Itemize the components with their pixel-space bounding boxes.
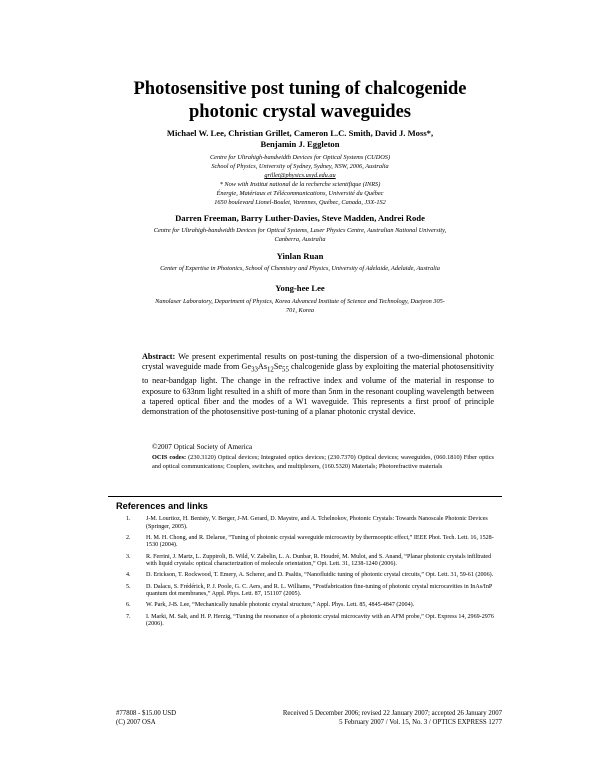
- reference-item: [116, 584, 502, 599]
- affiliation-3: [40, 264, 560, 273]
- authors-line-1: Michael W. Lee, Christian Grillet, Cameron L.C. Smith, David J. Moss*,: [166, 128, 434, 138]
- subscript: 55: [282, 366, 289, 374]
- reference-number: 1.: [126, 516, 131, 522]
- reference-text: W. Park, J-B. Lee, “Mechanically tunable photonic crystal structure,” Appl. Phys. Lett. 85, 4845-4847 (2004).: [146, 602, 415, 609]
- affiliation-2-line: Centre for Ultrahigh-bandwidth Devices for Optical Systems, Laser Physics Centre, Australian National University,: [153, 227, 447, 234]
- ocis-text: (230.3120) Optical devices; Integrated optics devices; (230.7370) Optical devices; waveguides, (060.1810) Fiber optics and optical communications; Couplers, switches, and multiplexers, (160.5320) Materials; Photorefractive materials: [152, 454, 495, 470]
- section-divider: [108, 496, 502, 497]
- footer-copyright: (C) 2007 OSA: [116, 719, 156, 726]
- reference-item: [116, 554, 502, 569]
- affiliation-1-line: Énergie, Matériaux et Télécommunications, Université du Québec: [216, 190, 384, 197]
- ocis-label: OCIS codes:: [152, 454, 187, 461]
- reference-number: 4.: [126, 572, 131, 579]
- author-list-4: Yong-hee Lee: [275, 283, 325, 293]
- affiliation-3-line: Center of Expertise in Photonics, School of Chemistry and Physics, University of Adelaide, Adelaide, Australia: [160, 265, 440, 272]
- affiliation-2: [40, 226, 560, 244]
- title-line-2: photonic crystal waveguides: [189, 102, 411, 122]
- references-heading: References and links: [116, 501, 208, 511]
- author-list-2: Darren Freeman, Barry Luther-Davies, Steve Madden, Andrei Rode: [175, 213, 425, 223]
- reference-text: H. M. H. Chong, and R. Delarue, “Tuning of photonic crystal waveguide microcavity by thermooptic effect,” IEEE Phot. Tech. Lett. 16, 1528-1530 (2004).: [146, 534, 494, 549]
- reference-number: 3.: [126, 553, 131, 560]
- reference-text: J-M. Lourtioz, H. Benisty, V. Berger, J-M. Gerard, D. Maystre, and A. Tchelnokov, Photonic Crystals: Towards Nanoscale Photonic Devices (Springer, 2005).: [146, 516, 488, 530]
- abstract-text: As: [257, 362, 268, 372]
- authors-line-2: Benjamin J. Eggleton: [260, 139, 340, 149]
- affiliation-1-line: Centre for Ultrahigh-bandwidth Devices for Optical Systems (CUDOS): [209, 154, 391, 161]
- footer-journal-info: 5 February 2007 / Vol. 15, No. 3 / OPTICS EXPRESS 1277: [339, 719, 502, 726]
- abstract-text: Se: [273, 362, 283, 372]
- reference-list: [116, 516, 502, 632]
- reference-item: [116, 516, 502, 531]
- copyright-line: ©2007 Optical Society of America: [152, 443, 253, 451]
- reference-text: R. Ferrini, J. Martz, L. Zuppiroli, B. Wild, V. Zabelin, L. A. Dunbar, R. Houdré, M. Mulot, and S. Anand, “Planar photonic crystals infiltrated with liquid crystals: optical characterization of molecule orientation,” Opt. Lett. 31, 1238-1240 (2006).: [146, 553, 492, 568]
- email-link[interactable]: grillet@physics.usyd.edu.au: [264, 172, 336, 179]
- affiliation-1-line: * Now with Institut national de la recherche scientifique (INRS): [219, 181, 381, 188]
- affiliation-4: [40, 297, 560, 315]
- title-line-1: Photosensitive post tuning of chalcogenide: [133, 79, 467, 99]
- abstract-text: We present experimental results on post-tuning the dispersion of a two-dimensional photonic crystal waveguide made from Ge: [142, 352, 494, 372]
- subscript: 12: [267, 366, 274, 374]
- reference-text: I. Marki, M. Salt, and H. P. Herzig, “Tuning the resonance of a photonic crystal microcavity with an AFM probe,” Opt. Express 14, 2969-2976 (2006).: [146, 613, 494, 628]
- author-list-1: [60, 128, 540, 150]
- reference-number: 5.: [126, 583, 131, 590]
- abstract-text: chalcogenide glass by exploiting the material photosensitivity to near-bandgap light. The change in the refractive index and volume of the material in response to exposure to 633nm light resulted in a shift of more than 5nm in the resonant coupling wavelength between a tapered optical fiber and the modes of a W1 waveguide. This represents a first proof of principle demonstration of the photosensitive post-tuning of a planar photonic crystal device.: [142, 362, 494, 417]
- reference-text: D. Erickson, T. Rockwood, T. Emery, A. Scherer, and D. Psaltis, “Nanofluidic tuning of photonic crystal circuits,” Opt. Lett. 31, 59-61 (2006).: [146, 572, 494, 579]
- reference-item: [116, 602, 502, 610]
- reference-text: D. Dalacu, S. Frédérick, P. J. Poole, G. C. Aers, and R. L. Williams, “Postfabrication fine-tuning of photonic crystal microcavities in InAs/InP quantum dot membranes,” Appl. Phys. Lett. 87, 151107 (2005).: [146, 583, 493, 598]
- author-list-3: Yinlan Ruan: [276, 251, 324, 261]
- affiliation-1: [40, 153, 560, 207]
- affiliation-1-line: School of Physics, University of Sydney, Sydney, NSW, 2006, Australia: [211, 163, 389, 170]
- footer-received-dates: Received 5 December 2006; revised 22 January 2007; accepted 26 January 2007: [282, 710, 502, 717]
- reference-item: [116, 614, 502, 629]
- reference-number: 6.: [126, 602, 131, 609]
- paper-title: [60, 78, 540, 124]
- reference-item: [116, 572, 502, 580]
- footer-price: #77808 - $15.00 USD: [116, 710, 177, 717]
- affiliation-1-line: 1650 boulevard Lionel-Boulet, Varennes, Québec, Canada, J3X-1S2: [214, 199, 386, 206]
- abstract-label: Abstract:: [142, 352, 176, 361]
- reference-number: 7.: [126, 613, 131, 620]
- reference-item: [116, 535, 502, 550]
- reference-number: 2.: [126, 534, 131, 541]
- subscript: 33: [251, 366, 258, 374]
- affiliation-4-line: Nanolaser Laboratory, Department of Physics, Korea Advanced Institute of Science and Technology, Daejeon 305-: [155, 298, 445, 305]
- abstract: [142, 352, 494, 417]
- affiliation-4-line: 701, Korea: [285, 307, 315, 314]
- footer: [116, 709, 502, 727]
- ocis-codes: [152, 454, 494, 472]
- affiliation-2-line: Canberra, Australia: [274, 236, 326, 243]
